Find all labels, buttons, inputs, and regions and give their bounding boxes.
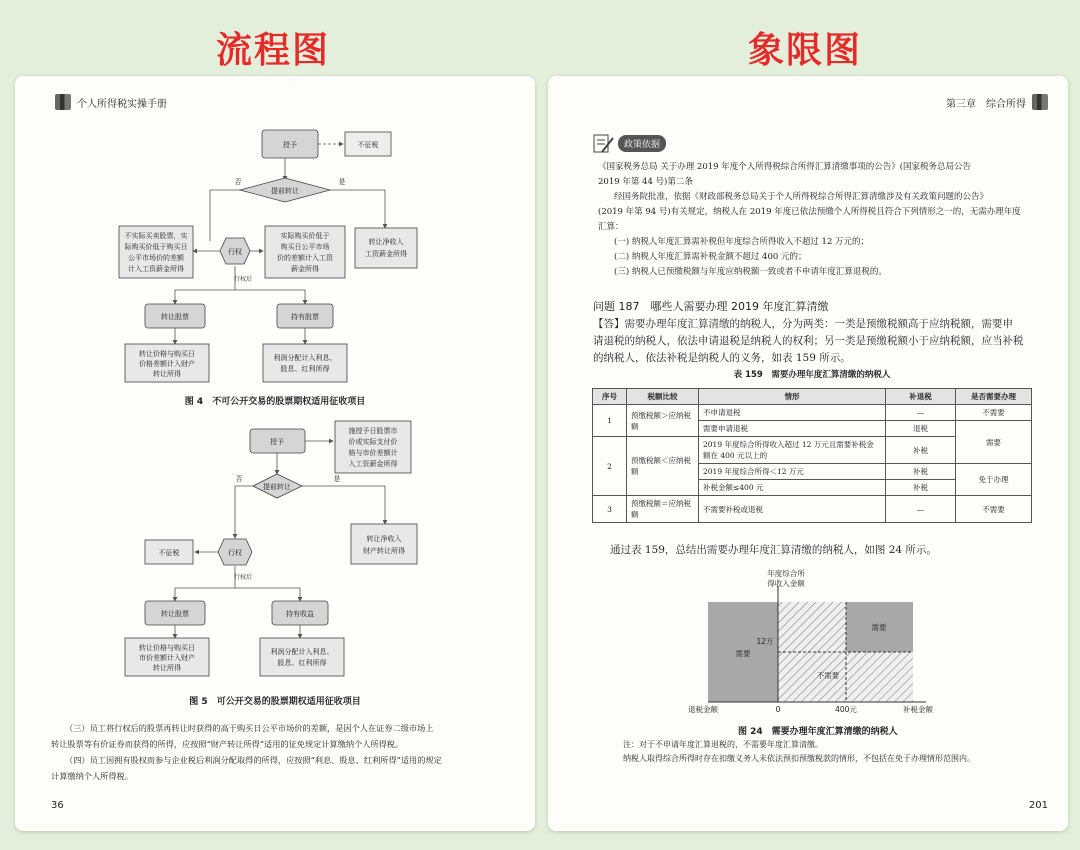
fig4-mid-note-4: 薪金所得 xyxy=(291,265,319,273)
fig4-caption: 图 4 不可公开交易的股票期权适用征收项目 xyxy=(184,397,366,407)
law-line: 《国家税务总局 关于办理 2019 年度个人所得税综合所得汇算清缴事项的公告》(国家税务总局公告 xyxy=(598,162,972,172)
quad-ytick: 12万 xyxy=(756,637,774,646)
quad-need-left: 需要 xyxy=(735,649,751,658)
taxpayer-table xyxy=(592,388,1032,523)
policy-badge xyxy=(592,132,666,154)
fig4-vlabel: 行权后 xyxy=(233,276,253,283)
fig5-hold-note-2: 股息、红利所得 xyxy=(277,659,327,667)
table-header-row xyxy=(593,389,1032,405)
pencil-note-icon xyxy=(592,132,614,154)
fig4-sell-note-3: 转让所得 xyxy=(153,370,181,378)
fig5-grant-note-1: 施授予日股票市 xyxy=(348,427,398,435)
cell-case: 2019 年度综合所得收入超过 12 万元且需要补税金额在 400 元以上的 xyxy=(699,437,886,464)
fig4-right-note-1: 转让净收入 xyxy=(368,238,404,246)
fig4-exercise: 行权 xyxy=(228,248,242,256)
fig5-right-note-1: 转让净收入 xyxy=(366,535,402,543)
fig5-sell-note-2: 市价差额计入财产 xyxy=(139,654,195,662)
cell-refund: — xyxy=(886,405,956,421)
quad-noneed: 不需要 xyxy=(816,671,840,680)
fig5-hold-note-1: 利润分配计入利息、 xyxy=(270,648,334,656)
cell-need: 不需要 xyxy=(956,496,1032,523)
fig4-yes: 是 xyxy=(338,178,346,186)
right-header-title: 第三章 综合所得 xyxy=(946,98,1026,110)
fig4-right-note-2: 工资薪金所得 xyxy=(365,250,407,258)
notes xyxy=(623,738,975,766)
fig5-caption: 图 5 可公开交易的股票期权适用征收项目 xyxy=(189,697,361,707)
fig4-mid-note-3: 价的差额计入工资 xyxy=(277,254,333,262)
fig4-notax: 不征税 xyxy=(357,141,379,149)
fig5-yes: 是 xyxy=(333,475,341,483)
fig4-hold: 持有股票 xyxy=(291,313,319,321)
summary-text: 通过表 159，总结出需要办理年度汇算清缴的纳税人，如图 24 所示。 xyxy=(610,544,937,556)
law-line: (2019 年第 94 号)有关规定，纳税人在 2019 年度已依法预缴个人所得税且符合下列情形之一的，无需办理年度 xyxy=(598,207,1021,217)
law-line: 经国务院批准，依据《财政部税务总局关于个人所得税综合所得汇算清缴涉及有关政策问题的公告》 xyxy=(614,192,989,202)
label-flowchart: 流程图 xyxy=(216,30,331,71)
cell-case: 不需要补税或退税 xyxy=(699,496,886,523)
cell-compare: 预缴税额＜应纳税额 xyxy=(627,437,699,496)
fig4-left-note-4: 计入工资薪金所得 xyxy=(128,265,184,273)
fig4-grant: 授予 xyxy=(283,141,297,149)
left-page xyxy=(15,76,535,831)
table-caption: 表 159 需要办理年度汇算清缴的纳税人 xyxy=(733,370,891,380)
fig5-vlabel: 行权后 xyxy=(233,574,253,581)
law-line: (三) 纳税人已预缴税额与年度应纳税额一致或者不申请年度汇算退税的。 xyxy=(614,267,887,277)
quad-ylabel-2: 得收入金额 xyxy=(767,579,805,588)
answer-line: 【答】需要办理年度汇算清缴的纳税人，分为两类：一类是预缴税额高于应纳税额，需要申 xyxy=(593,318,1013,330)
fig5-notax: 不征税 xyxy=(158,549,180,557)
quad-xleft: 退税金额 xyxy=(688,705,718,714)
policy-badge-label: 政策依据 xyxy=(618,135,666,152)
cell-compare: 预缴税额＞应纳税额 xyxy=(627,405,699,437)
cell-case: 不申请退税 xyxy=(699,405,886,421)
fig5-grant-note-4: 入工资薪金所得 xyxy=(348,460,398,468)
quad-need-right: 需要 xyxy=(871,623,887,632)
note-line: 纳税人取得综合所得时存在扣缴义务人未依法预扣预缴税款的情形，不包括在免于办理情形范围内。 xyxy=(623,754,975,763)
label-quadrant: 象限图 xyxy=(748,30,863,71)
th-need: 是否需要办理 xyxy=(956,389,1032,405)
cell-case: 2019 年度综合所得＜12 万元 xyxy=(699,464,886,480)
fig4-sell: 转让股票 xyxy=(161,313,189,321)
cell-refund: 补税 xyxy=(886,464,956,480)
quadrant-chart xyxy=(648,566,938,716)
th-case: 情形 xyxy=(699,389,886,405)
law-text xyxy=(598,160,1048,280)
quad-xright: 补税金额 xyxy=(903,705,933,714)
cell-no: 3 xyxy=(593,496,627,523)
left-header-title: 个人所得税实操手册 xyxy=(77,98,167,110)
fig5-hold-note-box xyxy=(260,638,344,676)
fig5-no: 否 xyxy=(235,475,243,483)
fig5-exercise: 行权 xyxy=(228,549,242,557)
th-compare: 税额比较 xyxy=(627,389,699,405)
left-page-number: 36 xyxy=(51,800,64,811)
fig5-sell: 转让股票 xyxy=(161,610,189,618)
cell-need: 免于办理 xyxy=(956,464,1032,496)
cell-case: 需要申请退税 xyxy=(699,421,886,437)
th-no: 序号 xyxy=(593,389,627,405)
fig5-sell-note-3: 转让所得 xyxy=(153,664,181,672)
note-line: 注：对于不申请年度汇算退税的，不需要年度汇算清缴。 xyxy=(623,740,823,749)
answer-line: 请退税的纳税人，依法申请退税是纳税人的权利；另一类是预缴税额小于应纳税额，应当补税 xyxy=(593,335,1024,347)
right-page-number: 201 xyxy=(1028,800,1048,811)
cell-refund: 补税 xyxy=(886,480,956,496)
fig4-sell-note-1: 转让价格与购买日 xyxy=(139,350,195,358)
right-page xyxy=(548,76,1068,831)
table-row xyxy=(593,405,1032,421)
fig5-right-note-2: 财产转让所得 xyxy=(363,547,405,555)
left-para-4: 计算缴纳个人所得税。 xyxy=(51,771,133,781)
quad-xtick: 400元 xyxy=(835,705,857,714)
answer-line: 的纳税人，依法补税是纳税人的义务，如表 159 所示。 xyxy=(593,352,851,364)
left-para-2: 转让股票等有价证券而获得的所得，应按照“财产转让所得”适用的征免规定计算缴纳个人所得税。 xyxy=(51,739,404,749)
quad-ylabel-1: 年度综合所 xyxy=(767,569,805,578)
fig4-sell-note-2: 价格差额计入财产 xyxy=(139,360,195,368)
fig4-left-note-3: 公平市场价的差额 xyxy=(128,254,184,262)
cell-refund: 退税 xyxy=(886,421,956,437)
fig5-decision: 提前转让 xyxy=(263,483,291,491)
quad-origin: 0 xyxy=(775,705,781,714)
right-header xyxy=(946,94,1048,110)
fig4-right-note-box xyxy=(355,228,417,268)
fig5-right-note-box xyxy=(351,524,417,564)
left-para-3: （四）员工因拥有股权而参与企业税后利润分配取得的所得，应按照“利息、股息、红利所得”适用的规定 xyxy=(65,755,442,765)
law-line: (一) 纳税人年度汇算需补税但年度综合所得收入不超过 12 万元的； xyxy=(614,237,870,247)
fig4-mid-note-1: 实际购买价低于 xyxy=(280,232,330,240)
fig5-hold: 持有收益 xyxy=(286,610,314,618)
fig4-left-note-2: 际购买价低于购买日 xyxy=(124,243,188,251)
cell-refund: — xyxy=(886,496,956,523)
fig4-no: 否 xyxy=(234,178,242,186)
cell-need: 不需要 xyxy=(956,405,1032,421)
book-icon xyxy=(1032,94,1048,110)
table-row xyxy=(593,496,1032,523)
fig5-sell-note-1: 转让价格与购买日 xyxy=(139,644,195,652)
left-para-1: （三）员工将行权后的股票再转让时获得的高于购买日公平市场价的差额，是因个人在证券二级市场上 xyxy=(65,723,434,733)
law-line: 2019 年第 44 号)第二条 xyxy=(598,177,693,187)
fig4-hold-note-2: 股息、红利所得 xyxy=(280,365,330,373)
answer-text xyxy=(593,316,1053,367)
fig24-caption: 图 24 需要办理年度汇算清缴的纳税人 xyxy=(738,727,898,737)
fig5-grant-note-3: 格与市价差额计 xyxy=(348,449,398,457)
fig4-left-note-1: 不实际买卖股票，实 xyxy=(124,232,188,240)
cell-no: 1 xyxy=(593,405,627,437)
cell-no: 2 xyxy=(593,437,627,496)
fig4-mid-note-2: 购买日公平市场 xyxy=(280,243,330,251)
fig4-hold-note-1: 利润分配计入利息、 xyxy=(273,354,337,362)
fig4-decision: 提前转让 xyxy=(271,187,299,195)
th-refund: 补退税 xyxy=(886,389,956,405)
cell-case: 补税金额≤400 元 xyxy=(699,480,886,496)
fig5-grant: 授予 xyxy=(270,438,284,446)
question-title: 问题 187 哪些人需要办理 2019 年度汇算清缴 xyxy=(593,300,829,313)
fig5-grant-note-2: 价或实际支付价 xyxy=(348,438,398,446)
cell-compare: 预缴税额＝应纳税额 xyxy=(627,496,699,523)
fig4-hold-note-box xyxy=(263,344,347,382)
cell-need: 需要 xyxy=(956,421,1032,464)
law-line: (二) 纳税人年度汇算需补税金额不超过 400 元的； xyxy=(614,252,807,262)
cell-refund: 补税 xyxy=(886,437,956,464)
law-line: 汇算： xyxy=(598,222,624,232)
